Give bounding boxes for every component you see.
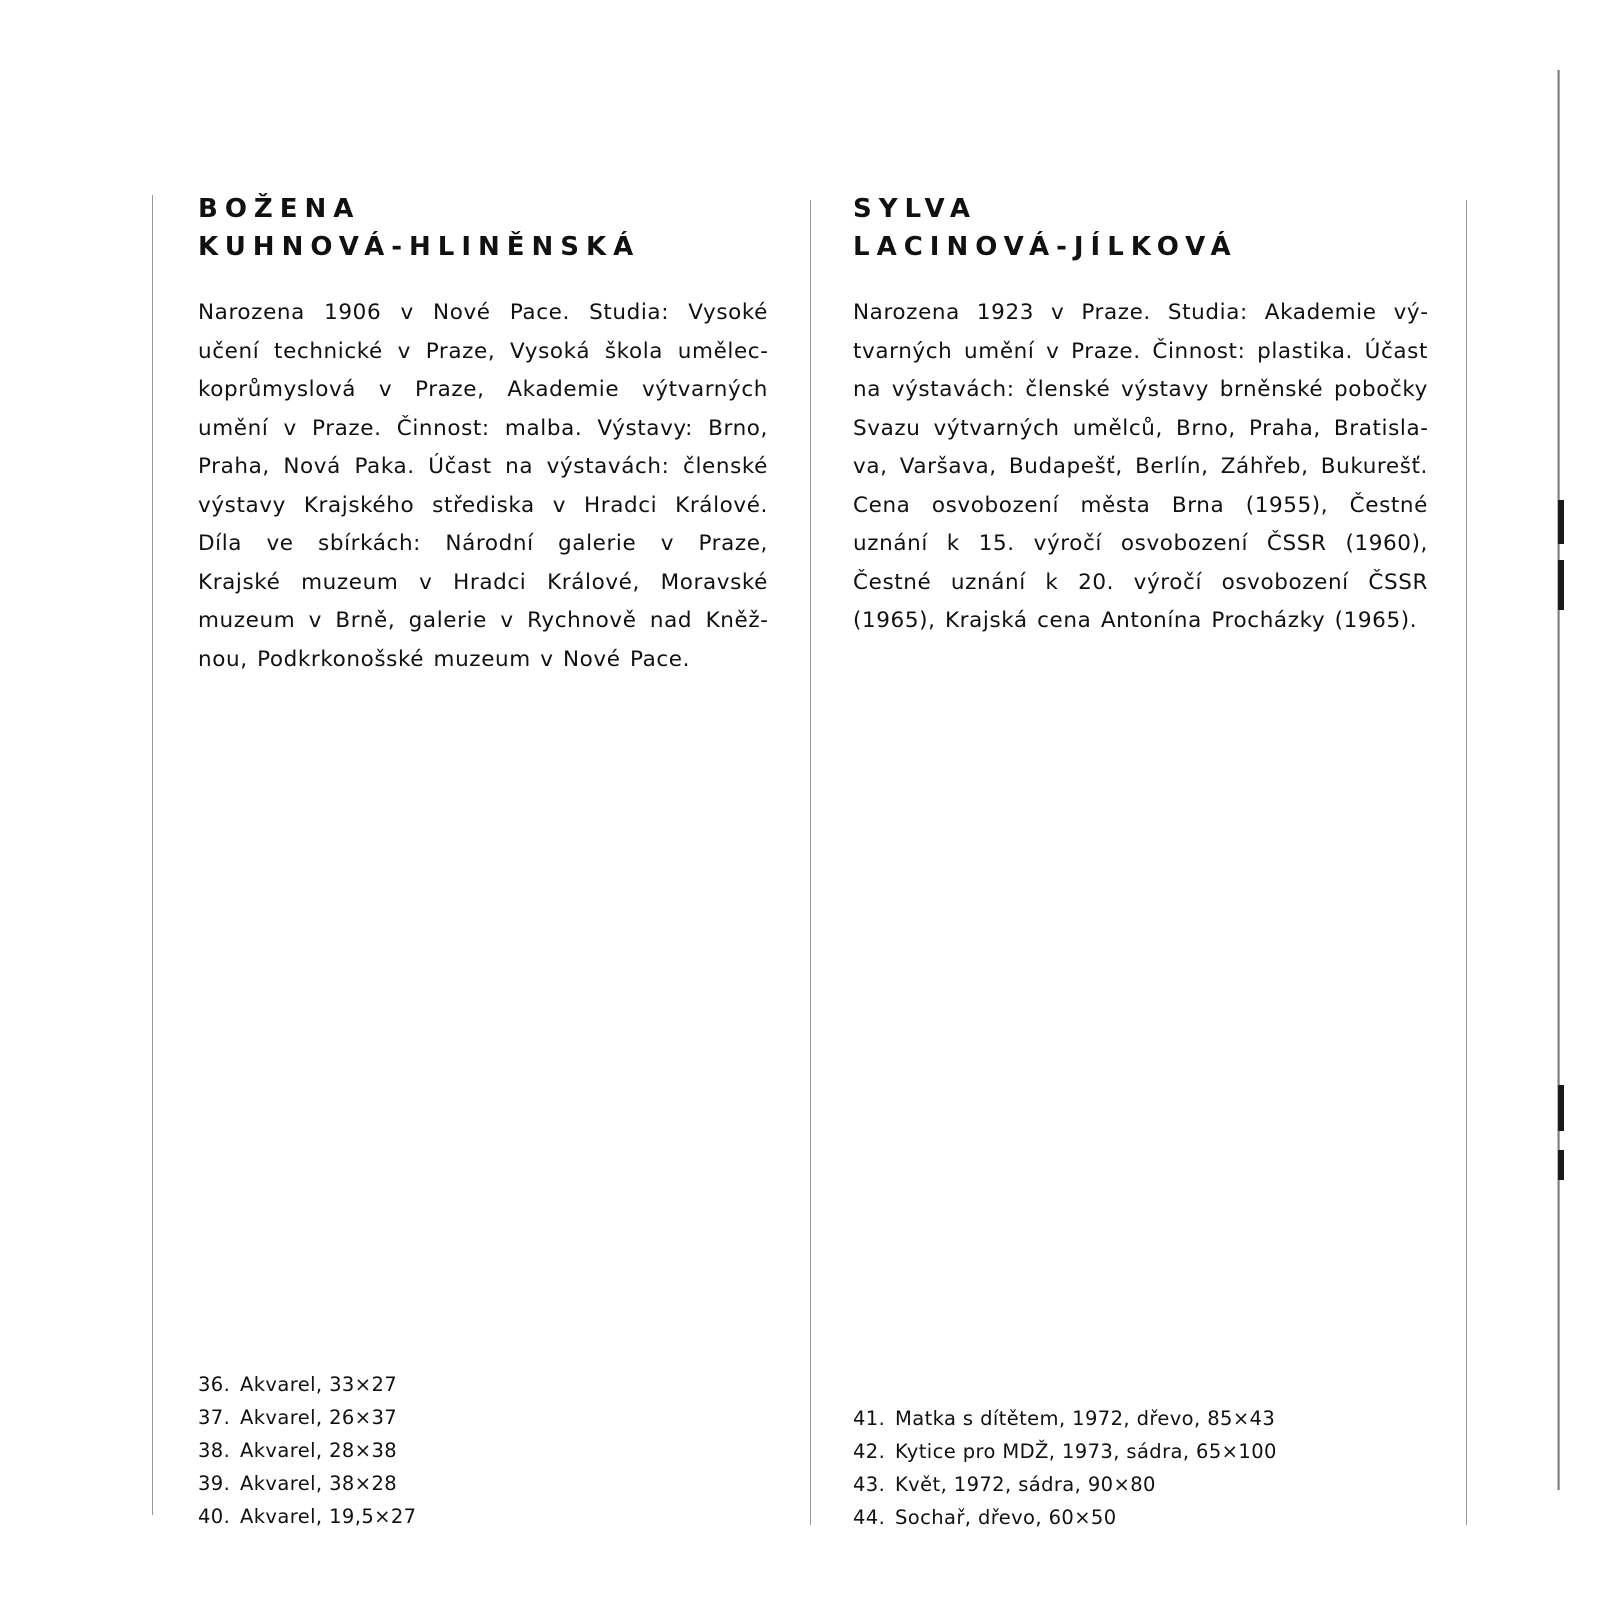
work-number: 43. xyxy=(853,1473,886,1496)
work-number: 37. xyxy=(198,1406,231,1429)
left-margin-rule xyxy=(152,195,153,1515)
artist-biography: Narozena 1923 v Praze. Studia: Akademie výtvarných umění v Praze. Činnost: plastika. Účast na výstavách: členské výstavy brněnské pobočky Svazu výtvarných umělců, Brno, Praha, Bratislava, Varšava, Budapešť, Berlín, Záhřeb, Bukurešť. Cena osvobození města Brna (1955), Čestné uznání k 15. výročí osvobození ČSSR (1960), Čestné uznání k 20. výročí osvobození ČSSR (1965), Krajská cena Antonína Procházky (1965). xyxy=(853,300,1428,633)
page-edge-mark xyxy=(1558,1085,1564,1131)
work-description: Kytice pro MDŽ, 1973, sádra, 65×100 xyxy=(895,1440,1277,1463)
artist-biography: Narozena 1906 v Nové Pace. Studia: Vysoké učení technické v Praze, Vysoká škola uměleckoprůmyslová v Praze, Akademie výtvarných umění v Praze. Činnost: malba. Výstavy: Brno, Praha, Nová Paka. Účast na výstavách: členské výstavy Krajského střediska v Hradci Králové. Díla ve sbírkách: Národní galerie v Praze, Krajské muzeum v Hradci Králové, Moravské muzeum v Brně, galerie v Rychnově nad Kněžnou, Podkrkonošské muzeum v Nové Pace. xyxy=(198,300,768,672)
work-number: 39. xyxy=(198,1472,231,1495)
artist-surname: KUHNOVÁ-HLINĚNSKÁ xyxy=(198,232,641,262)
artist-entry-left xyxy=(198,190,768,679)
work-item xyxy=(853,1468,1277,1501)
right-margin-rule xyxy=(1466,200,1467,1525)
work-description: Akvarel, 33×27 xyxy=(240,1373,398,1396)
work-description: Sochař, dřevo, 60×50 xyxy=(895,1506,1117,1529)
work-number: 40. xyxy=(198,1505,231,1528)
work-number: 42. xyxy=(853,1440,886,1463)
works-list-left xyxy=(198,1368,417,1533)
page-edge-mark xyxy=(1558,500,1564,544)
work-item xyxy=(853,1435,1277,1468)
work-number: 41. xyxy=(853,1407,886,1430)
page-edge-mark xyxy=(1558,1150,1564,1180)
work-item xyxy=(853,1402,1277,1435)
work-description: Matka s dítětem, 1972, dřevo, 85×43 xyxy=(895,1407,1276,1430)
work-item xyxy=(198,1434,417,1467)
work-description: Akvarel, 28×38 xyxy=(240,1439,398,1462)
work-description: Květ, 1972, sádra, 90×80 xyxy=(895,1473,1156,1496)
work-description: Akvarel, 19,5×27 xyxy=(240,1505,417,1528)
works-list-right xyxy=(853,1402,1277,1534)
artist-surname: LACINOVÁ-JÍLKOVÁ xyxy=(853,232,1238,262)
work-item xyxy=(198,1467,417,1500)
page-edge-mark xyxy=(1558,560,1564,610)
artist-first-name: BOŽENA xyxy=(198,194,361,224)
center-gutter-rule xyxy=(810,200,811,1525)
work-number: 36. xyxy=(198,1373,231,1396)
artist-name xyxy=(853,190,1428,266)
work-item xyxy=(198,1500,417,1533)
artist-entry-right xyxy=(853,190,1428,641)
work-item xyxy=(198,1368,417,1401)
work-item xyxy=(853,1501,1277,1534)
work-description: Akvarel, 26×37 xyxy=(240,1406,398,1429)
work-number: 44. xyxy=(853,1506,886,1529)
work-description: Akvarel, 38×28 xyxy=(240,1472,398,1495)
page-edge-shadow xyxy=(1557,70,1560,1490)
artist-first-name: SYLVA xyxy=(853,194,978,224)
work-item xyxy=(198,1401,417,1434)
work-number: 38. xyxy=(198,1439,231,1462)
artist-name xyxy=(198,190,768,266)
